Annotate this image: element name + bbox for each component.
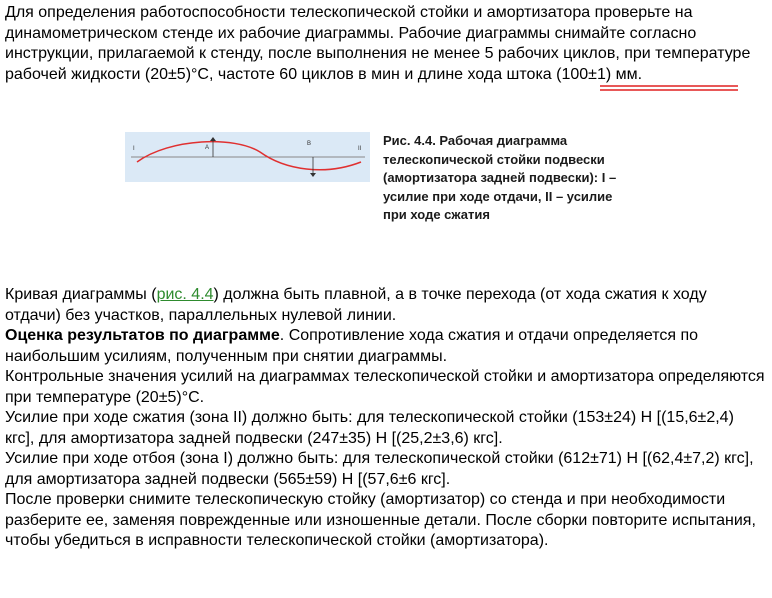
body-text bbox=[5, 285, 765, 552]
work-curve bbox=[137, 142, 361, 170]
after-check-paragraph: После проверки снимите телескопическую стойку (амортизатор) со стенда и при необходимости разберите ее, заменяя поврежденные или изношенные детали. После сборки повторите испытания, чтобы убедиться в исправности телескопической стойки (амортизатора). bbox=[5, 491, 756, 549]
marker-a-arrow-icon bbox=[210, 137, 216, 141]
label-a: A bbox=[205, 145, 210, 151]
evaluation-text: . Сопротивление хода сжатия и отдачи определяется по наибольшим усилиям, полученным при снятии диаграммы. bbox=[5, 327, 699, 365]
red-underline-mark bbox=[600, 84, 740, 92]
figure-link[interactable]: рис. 4.4 bbox=[156, 286, 214, 303]
marker-b-arrow-icon bbox=[310, 173, 316, 177]
control-values-paragraph: Контрольные значения усилий на диаграммах телескопической стойки и амортизатора определяются при температуре (20±5)°С. bbox=[5, 368, 765, 406]
work-diagram-figure bbox=[125, 132, 370, 182]
label-zone-ii: II bbox=[358, 146, 362, 152]
work-diagram-svg bbox=[125, 132, 370, 182]
label-b: B bbox=[307, 141, 312, 147]
figure-caption: Рис. 4.4. Рабочая диаграмма телескопической стойки подвески (амортизатора задней подвески): I – усилие при ходе отдачи, II – усилие при ходе сжатия bbox=[383, 133, 617, 222]
curve-paragraph bbox=[5, 285, 765, 326]
compression-force-paragraph: Усилие при ходе сжатия (зона II) должно быть: для телескопической стойки (153±24) Н [(15,6±2,4) кгс], для амортизатора задней подвески (247±35) Н [(25,2±3,6) кгс]. bbox=[5, 409, 734, 447]
evaluation-paragraph bbox=[5, 326, 765, 367]
curve-text-before: Кривая диаграммы ( bbox=[5, 286, 157, 303]
rebound-force-paragraph: Усилие при ходе отбоя (зона I) должно быть: для телескопической стойки (612±71) Н [(62,4±7,2) кгс], для амортизатора задней подвески (565±59) Н [(57,6±6 кгс]. bbox=[5, 450, 754, 488]
intro-paragraph: Для определения работоспособности телескопической стойки и амортизатора проверьте на динамометрическом стенде их рабочие диаграммы. Рабочие диаграммы снимайте согласно инструкции, прилагаемой к стенду, после выполнения не менее 5 рабочих циклов, при температуре рабочей жидкости (20±5)°С, частоте 60 циклов в мин и длине хода штока (100±1) мм. bbox=[5, 4, 751, 83]
curve-text-after: ) должна быть плавной, а в точке перехода (от хода сжатия к ходу отдачи) без участков, параллельных нулевой линии. bbox=[5, 286, 707, 324]
evaluation-heading: Оценка результатов по диаграмме bbox=[5, 327, 280, 344]
label-zone-i: I bbox=[133, 146, 135, 152]
